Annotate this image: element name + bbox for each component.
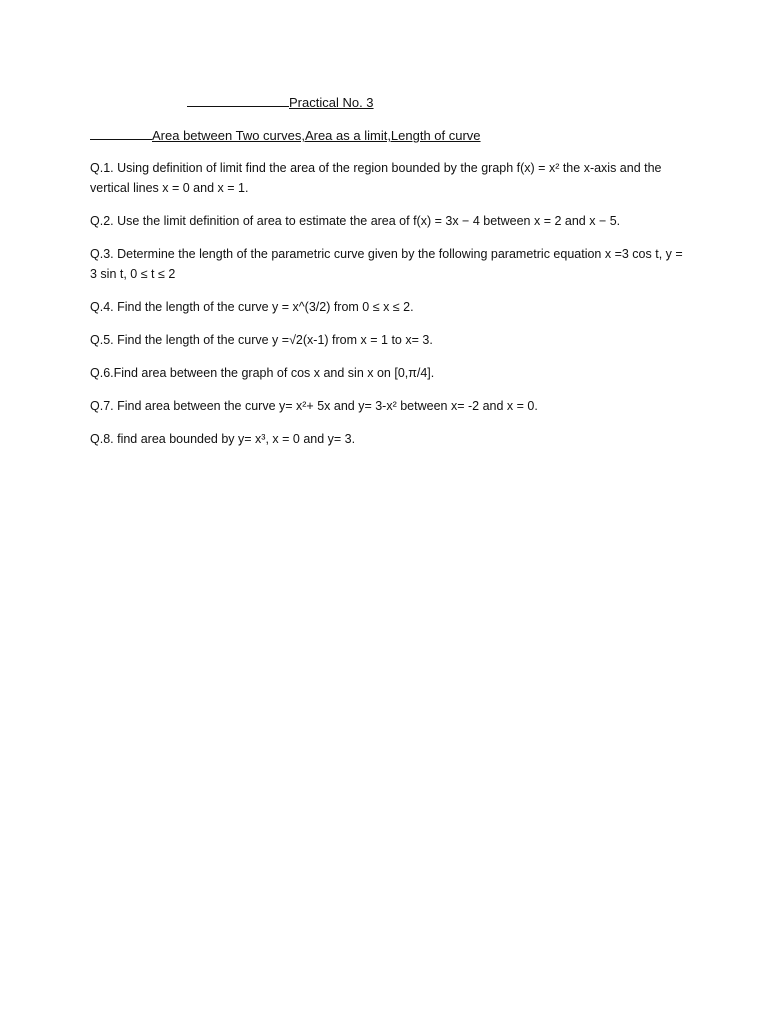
page-title: Practical No. 3 xyxy=(289,95,374,110)
question-7: Q.7. Find area between the curve y= x²+ 5x and y= 3-x² between x= -2 and x = 0. xyxy=(90,399,538,413)
question-6: Q.6.Find area between the graph of cos x and sin x on [0,π/4]. xyxy=(90,366,435,380)
question-4: Q.4. Find the length of the curve y = x^(3/2) from 0 ≤ x ≤ 2. xyxy=(90,300,414,314)
title-underline-rule xyxy=(187,94,289,107)
subtitle-line xyxy=(90,127,481,144)
question-8: Q.8. find area bounded by y= x³, x = 0 and y= 3. xyxy=(90,432,356,446)
question-3: Q.3. Determine the length of the parametric curve given by the following parametric equation x =3 cos t, y = 3 sin t, 0 ≤ t ≤ 2 xyxy=(90,247,683,281)
question-2: Q.2. Use the limit definition of area to estimate the area of f(x) = 3x − 4 between x = 2 and x − 5. xyxy=(90,214,621,228)
title-line xyxy=(187,94,374,111)
question-list xyxy=(90,158,690,462)
subtitle-underline-rule xyxy=(90,127,152,140)
page-subtitle: Area between Two curves,Area as a limit,Length of curve xyxy=(152,128,481,143)
question-1: Q.1. Using definition of limit find the area of the region bounded by the graph f(x) = x² the x-axis and the vertical lines x = 0 and x = 1. xyxy=(90,161,662,195)
question-5: Q.5. Find the length of the curve y =√2(x-1) from x = 1 to x= 3. xyxy=(90,333,433,347)
